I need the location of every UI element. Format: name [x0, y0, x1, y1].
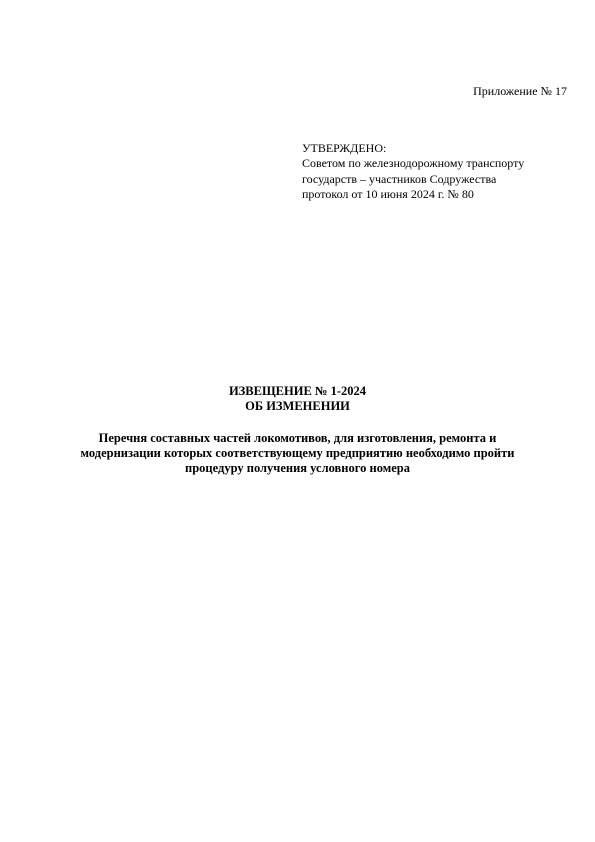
approval-label: УТВЕРЖДЕНО: [302, 141, 387, 155]
subject-line: модернизации которых соответствующему предприятию необходимо пройти [80, 446, 515, 460]
subject-line: процедуру получения условного номера [185, 461, 410, 475]
approval-line: протокол от 10 июня 2024 г. № 80 [302, 186, 474, 201]
approval-line: государств – участников Содружества [302, 171, 497, 186]
subject-line: Перечня составных частей локомотивов, для изготовления, ремонта и [98, 431, 497, 445]
notice-heading [0, 384, 595, 414]
appendix-number: Приложение № 17 [473, 84, 567, 98]
subject-heading [0, 431, 595, 476]
notice-subtitle: ОБ ИЗМЕНЕНИИ [245, 399, 350, 413]
approval-line: Советом по железнодорожному транспорту [302, 156, 525, 171]
approval-block [302, 141, 524, 202]
notice-title: ИЗВЕЩЕНИЕ № 1-2024 [228, 384, 367, 398]
